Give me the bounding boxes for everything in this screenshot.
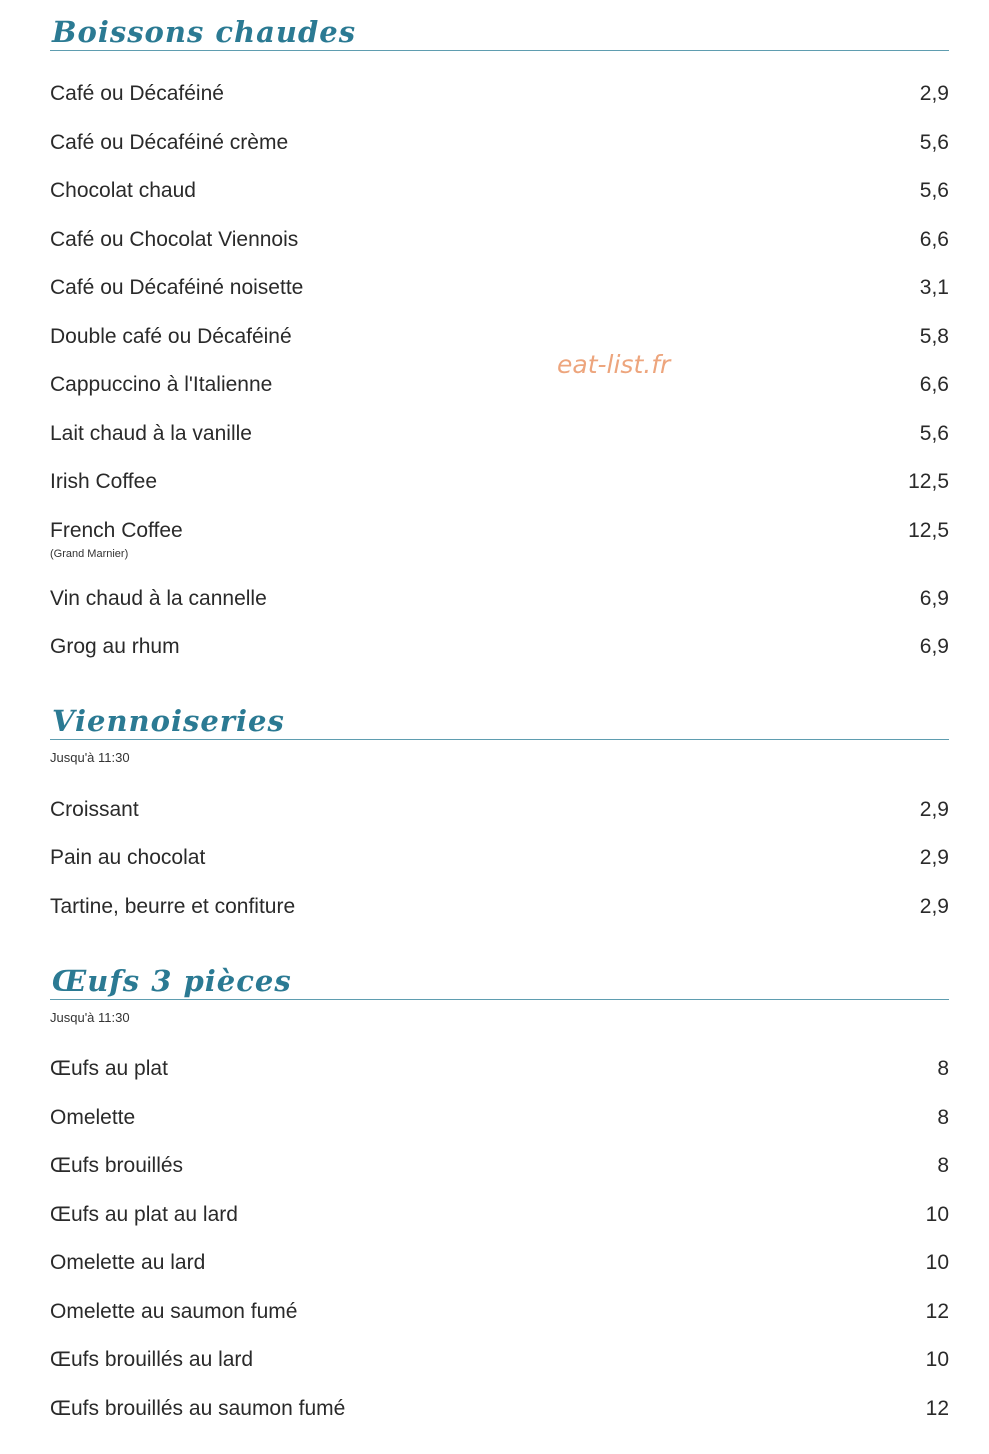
menu-item xyxy=(50,1346,949,1374)
section-viennoiseries xyxy=(50,703,949,766)
menu-item xyxy=(50,1298,949,1326)
menu-item xyxy=(50,844,949,872)
section-title: Viennoiseries xyxy=(50,703,949,740)
item-name: Irish Coffee xyxy=(50,470,157,493)
item-price: 5,8 xyxy=(919,325,949,348)
menu-item xyxy=(50,517,949,565)
item-price: 2,9 xyxy=(919,846,949,869)
item-price: 3,1 xyxy=(919,276,949,299)
menu-item xyxy=(50,177,949,205)
menu-item xyxy=(50,1201,949,1229)
menu-item xyxy=(50,226,949,254)
item-price: 12 xyxy=(925,1300,949,1323)
menu-item xyxy=(50,633,949,661)
menu-item xyxy=(50,80,949,108)
item-price: 5,6 xyxy=(919,131,949,154)
menu-item xyxy=(50,1104,949,1132)
section-title: Boissons chaudes xyxy=(50,14,949,51)
item-name: French Coffee xyxy=(50,519,183,542)
item-name: Omelette au saumon fumé xyxy=(50,1300,298,1323)
menu-item xyxy=(50,585,949,613)
item-name: Tartine, beurre et confiture xyxy=(50,895,296,918)
menu-item xyxy=(50,893,949,921)
item-name: Omelette xyxy=(50,1106,136,1129)
section-oeufs xyxy=(50,963,949,1026)
item-price: 8 xyxy=(937,1106,949,1129)
item-price: 6,9 xyxy=(919,635,949,658)
item-name-group xyxy=(50,517,183,561)
item-price: 2,9 xyxy=(919,82,949,105)
menu-item xyxy=(50,323,949,351)
item-name: Café ou Décaféiné xyxy=(50,82,224,105)
item-price: 10 xyxy=(925,1348,949,1371)
menu-item xyxy=(50,1055,949,1083)
item-price: 6,6 xyxy=(919,373,949,396)
section-note: Jusqu'à 11:30 xyxy=(50,1010,130,1025)
item-name: Pain au chocolat xyxy=(50,846,206,869)
item-name: Cappuccino à l'Italienne xyxy=(50,373,273,396)
item-name: Lait chaud à la vanille xyxy=(50,422,252,445)
menu-item xyxy=(50,796,949,824)
menu-item xyxy=(50,129,949,157)
item-price: 2,9 xyxy=(919,798,949,821)
menu-item xyxy=(50,371,949,399)
menu-item xyxy=(50,1152,949,1180)
watermark-text: eat-list.fr xyxy=(557,350,671,379)
menu-item xyxy=(50,1249,949,1277)
item-price: 8 xyxy=(937,1154,949,1177)
item-name: Œufs au plat au lard xyxy=(50,1203,238,1226)
section-note: Jusqu'à 11:30 xyxy=(50,750,130,765)
item-name: Œufs au plat xyxy=(50,1057,168,1080)
item-name: Œufs brouillés au lard xyxy=(50,1348,254,1371)
item-name: Café ou Décaféiné noisette xyxy=(50,276,304,299)
item-name: Œufs brouillés au saumon fumé xyxy=(50,1397,346,1420)
menu-item xyxy=(50,420,949,448)
item-price: 8 xyxy=(937,1057,949,1080)
item-name: Croissant xyxy=(50,798,139,821)
item-price: 6,6 xyxy=(919,228,949,251)
section-boissons-chaudes xyxy=(50,14,949,51)
item-name: Café ou Chocolat Viennois xyxy=(50,228,299,251)
item-price: 2,9 xyxy=(919,895,949,918)
item-name: Café ou Décaféiné crème xyxy=(50,131,289,154)
item-price: 12 xyxy=(925,1397,949,1420)
item-name: Vin chaud à la cannelle xyxy=(50,587,267,610)
item-name: Grog au rhum xyxy=(50,635,180,658)
item-price: 12,5 xyxy=(908,470,949,493)
menu-item xyxy=(50,1395,949,1423)
item-price: 5,6 xyxy=(919,179,949,202)
item-price: 12,5 xyxy=(908,519,949,542)
item-name: Chocolat chaud xyxy=(50,179,196,202)
item-name: Œufs brouillés xyxy=(50,1154,184,1177)
item-name: Double café ou Décaféiné xyxy=(50,325,292,348)
menu-item xyxy=(50,274,949,302)
section-title: Œufs 3 pièces xyxy=(50,963,949,1000)
item-price: 10 xyxy=(925,1203,949,1226)
menu-item xyxy=(50,468,949,496)
item-price: 10 xyxy=(925,1251,949,1274)
item-price: 5,6 xyxy=(919,422,949,445)
item-price: 6,9 xyxy=(919,587,949,610)
item-name: Omelette au lard xyxy=(50,1251,206,1274)
item-subtitle: (Grand Marnier) xyxy=(50,548,129,560)
